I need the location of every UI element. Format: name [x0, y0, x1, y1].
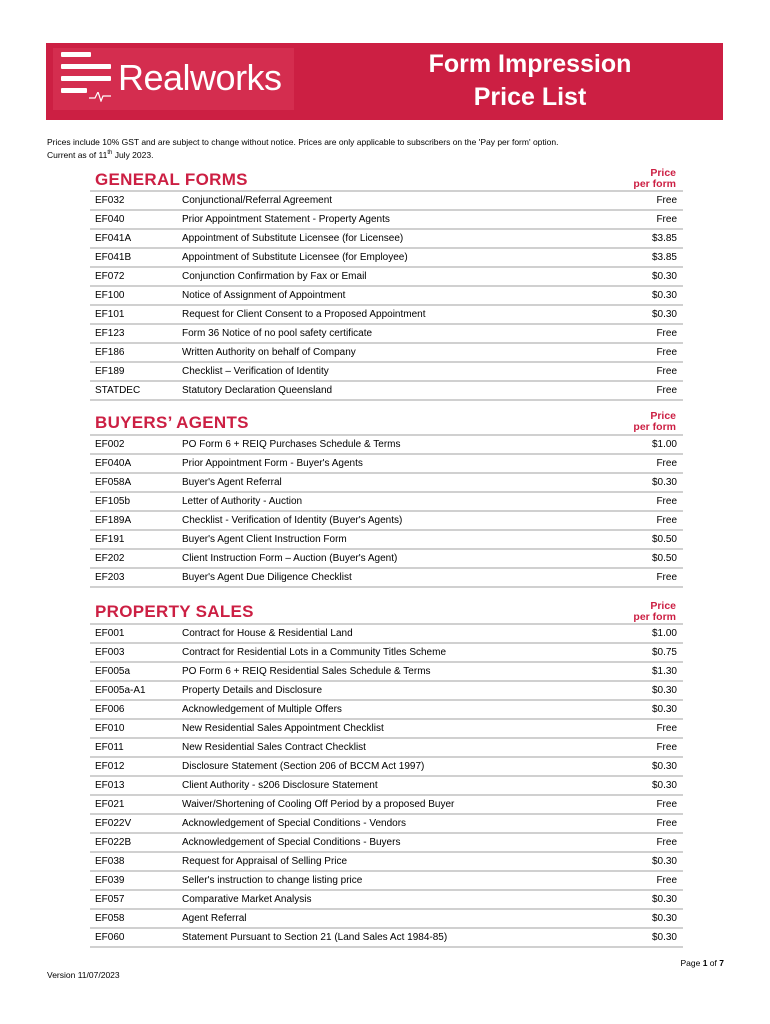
form-name: Acknowledgement of Multiple Offers [177, 700, 613, 719]
form-name: PO Form 6 + REIQ Residential Sales Schedule & Terms [177, 662, 613, 681]
table-row [90, 286, 683, 305]
form-price: Free [613, 381, 683, 400]
form-price: $1.00 [613, 624, 683, 643]
table-row [90, 643, 683, 662]
form-name: New Residential Sales Contract Checklist [177, 738, 613, 757]
form-name: Request for Appraisal of Selling Price [177, 852, 613, 871]
form-price: $0.30 [613, 928, 683, 947]
table-row [90, 435, 683, 454]
form-name: Conjunctional/Referral Agreement [177, 191, 613, 210]
form-price: $0.30 [613, 890, 683, 909]
form-code: EF105b [90, 492, 177, 511]
form-price: Free [613, 343, 683, 362]
form-price: Free [613, 362, 683, 381]
table-row [90, 492, 683, 511]
form-name: Client Instruction Form – Auction (Buyer's Agent) [177, 549, 613, 568]
form-name: Disclosure Statement (Section 206 of BCCM Act 1997) [177, 757, 613, 776]
table-row [90, 324, 683, 343]
table-row [90, 909, 683, 928]
form-code: EF038 [90, 852, 177, 871]
form-code: EF005a [90, 662, 177, 681]
form-price: $0.30 [613, 776, 683, 795]
form-name: Checklist - Verification of Identity (Buyer's Agents) [177, 511, 613, 530]
form-code: EF189 [90, 362, 177, 381]
version-label: Version 11/07/2023 [47, 970, 120, 980]
form-code: EF013 [90, 776, 177, 795]
form-price: Free [613, 191, 683, 210]
table-row [90, 719, 683, 738]
table-row [90, 549, 683, 568]
table-row [90, 738, 683, 757]
form-price: $0.30 [613, 473, 683, 492]
table-row [90, 191, 683, 210]
form-name: Seller's instruction to change listing price [177, 871, 613, 890]
table-row [90, 305, 683, 324]
page-number: Page 1 of 7 [680, 958, 724, 968]
form-price: $0.75 [613, 643, 683, 662]
table-row [90, 568, 683, 587]
intro-text: Prices include 10% GST and are subject to change without notice. Prices are only applicable to subscribers on the 'Pay per form' option. Current as of 11th July 2023. [47, 137, 559, 160]
form-price: Free [613, 719, 683, 738]
form-code: EF041B [90, 248, 177, 267]
form-code: EF040A [90, 454, 177, 473]
form-name: Appointment of Substitute Licensee (for Employee) [177, 248, 613, 267]
form-price: $0.30 [613, 267, 683, 286]
form-name: Acknowledgement of Special Conditions - Buyers [177, 833, 613, 852]
form-name: Form 36 Notice of no pool safety certificate [177, 324, 613, 343]
form-price: $0.30 [613, 305, 683, 324]
form-price: $0.30 [613, 286, 683, 305]
logo-heartbeat-icon [89, 92, 111, 102]
section-title-property-sales: PROPERTY SALES [95, 602, 254, 621]
form-code: EF040 [90, 210, 177, 229]
table-row [90, 776, 683, 795]
form-name: Buyer's Agent Referral [177, 473, 613, 492]
form-price: $0.30 [613, 852, 683, 871]
form-code: EF191 [90, 530, 177, 549]
buyers-agents-table [90, 434, 683, 588]
form-code: EF005a-A1 [90, 681, 177, 700]
form-code: EF012 [90, 757, 177, 776]
form-code: EF041A [90, 229, 177, 248]
form-name: Notice of Assignment of Appointment [177, 286, 613, 305]
table-row [90, 681, 683, 700]
form-code: EF039 [90, 871, 177, 890]
table-row [90, 757, 683, 776]
section-title-general-forms: GENERAL FORMS [95, 170, 248, 189]
form-name: Statement Pursuant to Section 21 (Land Sales Act 1984-85) [177, 928, 613, 947]
form-price: Free [613, 871, 683, 890]
form-name: Contract for Residential Lots in a Community Titles Scheme [177, 643, 613, 662]
brand-name: Realworks [118, 57, 282, 98]
form-code: EF022V [90, 814, 177, 833]
form-code: EF189A [90, 511, 177, 530]
price-header: Price per form [633, 167, 676, 190]
general-forms-table [90, 190, 683, 401]
table-row [90, 267, 683, 286]
table-row [90, 852, 683, 871]
form-code: EF058A [90, 473, 177, 492]
form-name: Acknowledgement of Special Conditions - Vendors [177, 814, 613, 833]
form-code: EF011 [90, 738, 177, 757]
form-price: Free [613, 738, 683, 757]
form-price: Free [613, 324, 683, 343]
form-price: $3.85 [613, 248, 683, 267]
form-name: Request for Client Consent to a Proposed Appointment [177, 305, 613, 324]
table-row [90, 362, 683, 381]
form-price: $3.85 [613, 229, 683, 248]
form-code: EF001 [90, 624, 177, 643]
title-line2: Price List [473, 83, 587, 111]
form-name: Client Authority - s206 Disclosure Statement [177, 776, 613, 795]
form-code: EF072 [90, 267, 177, 286]
form-name: Checklist – Verification of Identity [177, 362, 613, 381]
form-code: EF002 [90, 435, 177, 454]
form-name: Waiver/Shortening of Cooling Off Period by a proposed Buyer [177, 795, 613, 814]
table-row [90, 454, 683, 473]
table-row [90, 511, 683, 530]
form-code: EF186 [90, 343, 177, 362]
table-row [90, 795, 683, 814]
form-name: Property Details and Disclosure [177, 681, 613, 700]
form-name: Prior Appointment Statement - Property Agents [177, 210, 613, 229]
form-code: EF058 [90, 909, 177, 928]
table-row [90, 248, 683, 267]
form-code: EF021 [90, 795, 177, 814]
form-price: $0.30 [613, 909, 683, 928]
table-row [90, 343, 683, 362]
form-price: Free [613, 568, 683, 587]
form-code: EF057 [90, 890, 177, 909]
form-name: Buyer's Agent Client Instruction Form [177, 530, 613, 549]
form-price: Free [613, 454, 683, 473]
form-name: Prior Appointment Form - Buyer's Agents [177, 454, 613, 473]
table-row [90, 229, 683, 248]
table-row [90, 210, 683, 229]
table-row [90, 662, 683, 681]
form-name: PO Form 6 + REIQ Purchases Schedule & Terms [177, 435, 613, 454]
form-code: EF003 [90, 643, 177, 662]
table-row [90, 871, 683, 890]
table-row [90, 890, 683, 909]
form-name: New Residential Sales Appointment Checklist [177, 719, 613, 738]
title-line1: Form Impression [428, 50, 632, 78]
form-code: EF022B [90, 833, 177, 852]
form-name: Conjunction Confirmation by Fax or Email [177, 267, 613, 286]
form-price: $0.30 [613, 757, 683, 776]
form-code: EF060 [90, 928, 177, 947]
price-header: Price per form [633, 410, 676, 433]
form-code: EF032 [90, 191, 177, 210]
form-name: Buyer's Agent Due Diligence Checklist [177, 568, 613, 587]
form-name: Agent Referral [177, 909, 613, 928]
property-sales-table [90, 623, 683, 948]
form-price: Free [613, 814, 683, 833]
price-header: Price per form [633, 600, 676, 623]
table-row [90, 833, 683, 852]
form-name: Contract for House & Residential Land [177, 624, 613, 643]
table-row [90, 928, 683, 947]
form-name: Statutory Declaration Queensland [177, 381, 613, 400]
form-code: EF010 [90, 719, 177, 738]
form-price: Free [613, 795, 683, 814]
table-row [90, 700, 683, 719]
section-title-buyers-agents: BUYERS’ AGENTS [95, 413, 249, 432]
form-price: Free [613, 833, 683, 852]
form-price: $0.50 [613, 530, 683, 549]
form-price: $0.50 [613, 549, 683, 568]
table-row [90, 814, 683, 833]
form-code: EF101 [90, 305, 177, 324]
form-name: Written Authority on behalf of Company [177, 343, 613, 362]
form-price: $1.30 [613, 662, 683, 681]
form-price: Free [613, 511, 683, 530]
table-row [90, 530, 683, 549]
form-price: Free [613, 492, 683, 511]
form-code: EF100 [90, 286, 177, 305]
table-row [90, 624, 683, 643]
form-code: EF202 [90, 549, 177, 568]
form-price: $0.30 [613, 681, 683, 700]
form-name: Letter of Authority - Auction [177, 492, 613, 511]
form-price: $0.30 [613, 700, 683, 719]
table-row [90, 381, 683, 400]
form-price: $1.00 [613, 435, 683, 454]
form-name: Appointment of Substitute Licensee (for Licensee) [177, 229, 613, 248]
table-row [90, 473, 683, 492]
page-title [380, 48, 680, 114]
form-code: EF006 [90, 700, 177, 719]
form-name: Comparative Market Analysis [177, 890, 613, 909]
form-price: Free [613, 210, 683, 229]
form-code: STATDEC [90, 381, 177, 400]
form-code: EF203 [90, 568, 177, 587]
logo-lines-icon [61, 52, 113, 107]
form-code: EF123 [90, 324, 177, 343]
